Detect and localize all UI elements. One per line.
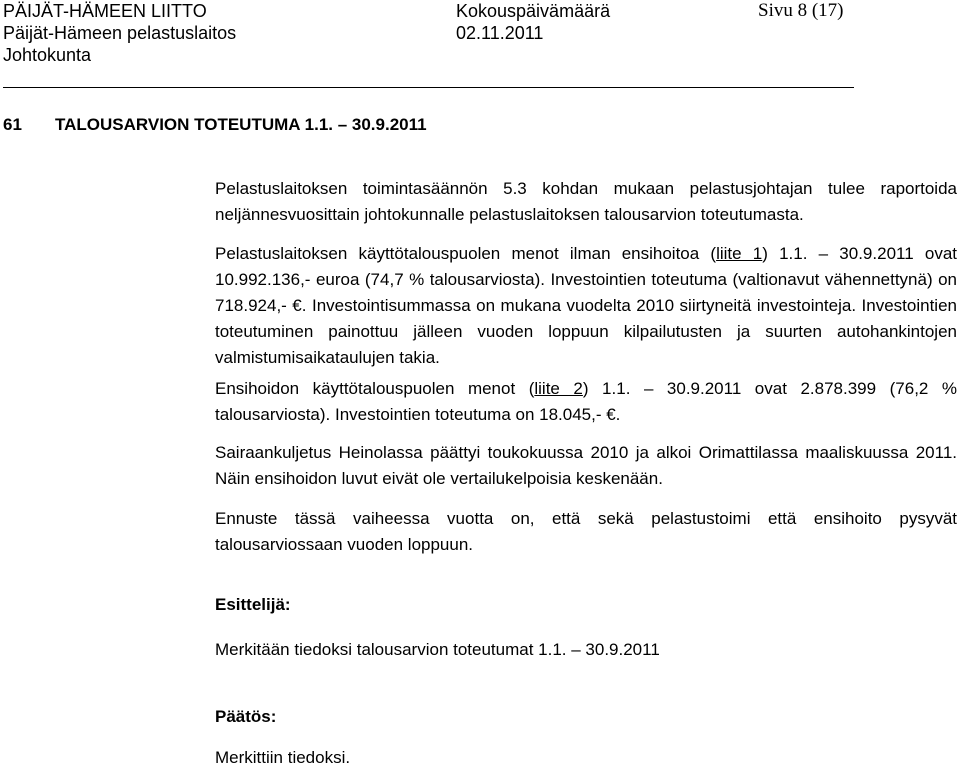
section-title: TALOUSARVION TOTEUTUMA 1.1. – 30.9.2011 — [55, 115, 427, 134]
header-divider — [3, 87, 854, 88]
body-name: Johtokunta — [3, 45, 92, 65]
document-header — [0, 0, 960, 66]
header-row-2 — [0, 22, 960, 44]
section-number: 61 — [3, 115, 22, 134]
meeting-date-label: Kokouspäivämäärä — [456, 1, 611, 21]
paragraph-forecast — [215, 506, 957, 558]
proposal-text: Merkitään tiedoksi talousarvion toteutumat 1.1. – 30.9.2011 — [215, 640, 660, 659]
paragraph-text: Pelastuslaitoksen toimintasäännön 5.3 kohdan mukaan pelastusjohtajan tulee raportoida neljännesvuosittain johtokunnalle pelastuslaitoksen talousarvion toteutumasta. — [215, 179, 957, 224]
decision-text — [215, 745, 957, 771]
attachment-link-2[interactable]: liite 2 — [534, 379, 583, 398]
presenter-heading — [215, 592, 957, 618]
department-name: Päijät-Hämeen pelastuslaitos — [3, 23, 237, 43]
paragraph-text: Ennuste tässä vaiheessa vuotta on, että sekä pelastustoimi että ensihoito pysyvät talousarviossaan vuoden loppuun. — [215, 509, 957, 554]
paragraph-text: Sairaankuljetus Heinolassa päättyi toukokuussa 2010 ja alkoi Orimattilassa maaliskuussa 2011. Näin ensihoidon luvut eivät ole vertailukelpoisia keskenään. — [215, 443, 957, 488]
paragraph-text: Ensihoidon käyttötalouspuolen menot ( — [215, 379, 535, 398]
paragraph-operating-costs — [215, 241, 957, 371]
header-row-3 — [0, 44, 960, 66]
heading-text: Esittelijä: — [215, 595, 291, 614]
presenter-proposal — [215, 637, 957, 663]
paragraph-text: Pelastuslaitoksen käyttötalouspuolen menot ilman ensihoitoa ( — [215, 244, 717, 263]
header-row-1 — [0, 0, 960, 22]
organization-name: PÄIJÄT-HÄMEEN LIITTO — [3, 1, 207, 21]
paragraph-text: ) 1.1. – 30.9.2011 ovat 2.878.399 (76,2 % talousarviosta). Investointien toteutuma on 18.045,- €. — [215, 379, 958, 424]
decision-content: Merkittiin tiedoksi. — [215, 748, 351, 767]
section-heading — [3, 115, 427, 135]
page-number: Sivu 8 (17) — [758, 0, 844, 21]
paragraph-ambulance-changes — [215, 440, 957, 492]
paragraph-ambulance-costs — [215, 376, 957, 428]
decision-heading — [215, 704, 957, 730]
heading-text: Päätös: — [215, 707, 277, 726]
meeting-date: 02.11.2011 — [456, 23, 544, 43]
paragraph-reporting-rule — [215, 176, 957, 228]
attachment-link-1[interactable]: liite 1 — [716, 244, 763, 263]
paragraph-text: ) 1.1. – 30.9.2011 ovat 10.992.136,- euroa (74,7 % talousarviosta). Investointien toteutuma (valtionavut vähennettynä) on 718.924,- €. Investointisummassa on mukana vuodelta 2010 siirtyneitä investointeja. Investointien toteutuminen painottuu jälleen vuoden loppuun kilpailutusten ja suurten autohankintojen valmistumisaikataulujen takia. — [215, 244, 957, 367]
